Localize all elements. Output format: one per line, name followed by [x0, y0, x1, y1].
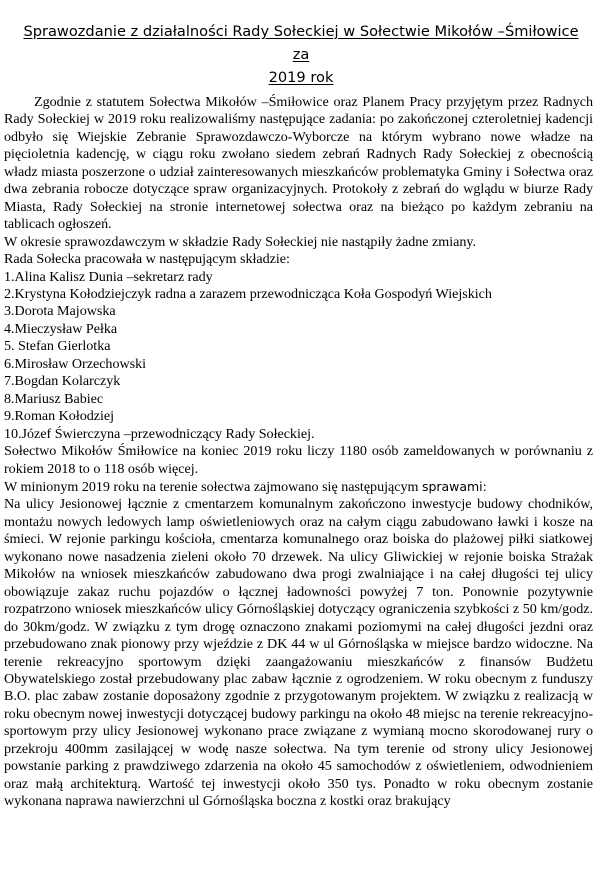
title-line-2: 2019 rok: [268, 69, 334, 86]
member-item: 5. Stefan Gierlotka: [4, 338, 111, 355]
member-item: 7.Bogdan Kolarczyk: [4, 373, 121, 390]
member-item: 8.Mariusz Babiec: [4, 390, 104, 407]
member-item: 1.Alina Kalisz Dunia –sekretarz rady: [4, 268, 213, 285]
activities-heading-main: W minionym 2019 roku na terenie sołectwa zajmowano się następującym: [4, 478, 419, 495]
member-item: 3.Dorota Majowska: [4, 303, 116, 320]
activities-heading: [4, 478, 593, 496]
title-line-1: Sprawozdanie z działalności Rady Sołeckiej w Sołectwie Mikołów –Śmiłowice za: [23, 23, 579, 63]
member-item: 10.Józef Świerczyna –przewodniczący Rady Sołeckiej.: [4, 425, 315, 442]
activities-heading-tail: sprawami:: [421, 478, 487, 494]
member-item: 4.Mieczysław Pełka: [4, 320, 118, 337]
activities-paragraph: Na ulicy Jesionowej łącznie z cmentarzem komunalnym zakończono inwestycje budowy chodników, montażu nowych ledowych lamp oświetleniowych oraz na całym ciągu zabudowano ławki i kosze na śmieci. W rejonie parkingu kościoła, cmentarza komunalnego oraz boiska do plażowej piłki siatkowej wykonano nowe nasadzenia zieleni około 70 drzewek. Na ulicy Gliwickiej w rejonie boiska Strażak Mikołów na wniosek mieszkańców zabudowano dwa progi zwalniające i na całej długości tej ulicy obowiązuje zakaz ruchu pojazdów o łącznej ładowności powyżej 7 ton. Ponownie pozytywnie rozpatrzono wniosek mieszkańców ulicy Górnośląskiej dotyczący ograniczenia szybkości z 50 km/godz. do 30km/godz. W związku z tym drogę oznaczono znakami poziomymi na całej długości jezdni oraz przebudowano znak pionowy przy wjeździe z DK 44 w ul Górnośląska w miejsce bardzo widoczne. Na terenie rekreacyjno sportowym dzięki zaangażowaniu mieszkańców z finansów Budżetu Obywatelskiego został przebudowany plac zabaw łącznie z ogrodzeniem. W roku obecnym z funduszy B.O. plac zabaw zostanie doposażony zgodnie z przygotowanym projektem. W związku z realizacją w roku obecnym nowej inwestycji dotyczącej budowy parkingu na około 48 miejsc na terenie rekreacyjno-sportowym przy ulicy Jesionowej wykonano prace związane z wymianą mocno skorodowanej rury o przekroju 400mm zasilającej w wodę nasze sołectwa. Na tym terenie od strony ulicy Jesionowej powstanie parking z prawdziwego zdarzenia na około 45 samochodów z oświetleniem, odwodnieniem oraz małą architekturą. Wartość tej inwestycji około 350 tys. Ponadto w roku obecnym zostanie wykonana naprawa nawierzchni ul Górnośląska boczna z kostki oraz brakujący: [4, 496, 593, 810]
composition-heading: Rada Sołecka pracowała w następującym składzie:: [4, 251, 290, 268]
member-item: 2.Krystyna Kołodziejczyk radna a zarazem przewodnicząca Koła Gospodyń Wiejskich: [4, 285, 492, 302]
intro-paragraph: Zgodnie z statutem Sołectwa Mikołów –Śmiłowice oraz Planem Pracy przyjętym przez Radnych Rady Sołeckiej w 2019 roku realizowaliśmy następujące zadania: po zakończonej czteroletniej kadencji odbyło się Wiejskie Zebranie Sprawozdawczo-Wyborcze na którym wybrano nowe władze na pięcioletnia kadencję, w ciągu roku zwołano siedem zebrań Radnych Rady Sołeckiej z obecnością władz miasta poszerzone o udział zainteresowanych mieszkańców problematyka Gminy i Sołectwa oraz dwa zebrania robocze dotyczące spraw organizacyjnych. Protokoły z zebrań do wglądu w biurze Rady Miasta, Rady Sołeckiej na stronie internetowej sołectwa oraz na bieżąco po każdym zebraniu na tablicach ogłoszeń.: [4, 94, 593, 233]
member-item: 6.Mirosław Orzechowski: [4, 355, 147, 372]
member-item: 9.Roman Kołodziej: [4, 408, 115, 425]
population-paragraph: Sołectwo Mikołów Śmiłowice na koniec 2019 roku liczy 1180 osób zameldowanych w porównaniu z rokiem 2018 to o 118 osób więcej.: [4, 443, 593, 477]
report-body: [4, 94, 593, 811]
composition-note: W okresie sprawozdawczym w składzie Rady Sołeckiej nie nastąpiły żadne zmiany.: [4, 233, 476, 250]
page-title: [18, 20, 584, 89]
member-list: [4, 269, 593, 444]
